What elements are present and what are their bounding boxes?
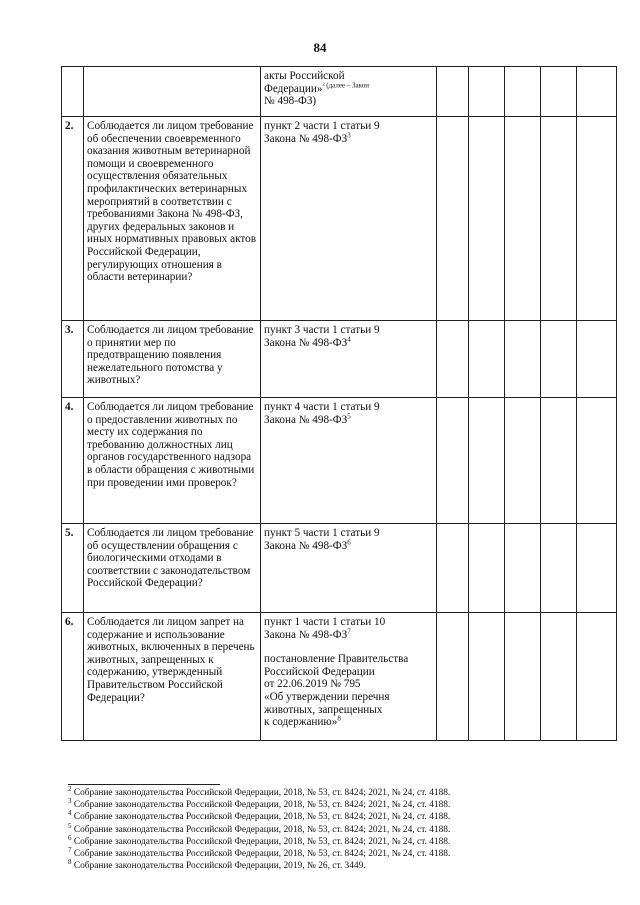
footnote: $^4$ Собрание законодательства Российской Федерации, 2018, № 53, ст. 8424; 2021, № 24, ст. 4188. [68, 809, 451, 823]
footnote-separator [68, 784, 220, 785]
reference-line: постановление Правительства [264, 653, 409, 666]
answer-cell-yes[interactable] [437, 321, 469, 398]
footnote-mark: 3 [347, 130, 351, 139]
table-row [62, 398, 617, 524]
legal-reference [261, 613, 437, 741]
reference-line: № 498-ФЗ) [264, 95, 317, 108]
answer-cell-na[interactable] [505, 321, 541, 398]
answer-cell-extra[interactable] [577, 117, 617, 321]
answer-cell-na[interactable] [505, 117, 541, 321]
reference-line: Закона № $498-ФЗ^3$ [264, 130, 351, 145]
reference-line: от 22.06.2019 № 795 [264, 678, 361, 691]
reference-line: пункт 5 части 1 статьи 9 [264, 527, 380, 539]
row-number: 4. [62, 398, 84, 524]
row-number [62, 67, 84, 117]
table-row [62, 117, 617, 321]
legal-reference [261, 117, 437, 321]
reference-line: пункт 2 части 1 статьи 9 [264, 120, 380, 132]
answer-cell-yes[interactable] [437, 524, 469, 613]
reference-line: акты Российской [264, 70, 345, 82]
answer-cell-na[interactable] [505, 524, 541, 613]
question-text: Соблюдается ли лицом требование об обеспечении своевременного оказания животным ветеринарной помощи и своевременного осуществления обязательных профилактических ветеринарных мероприятий в соответствии с требованиями Закона № 498-ФЗ, других федеральных законов и иных нормативных правовых актов Российской Федерации, регулирующих отношения в области ветеринарии? [84, 117, 261, 321]
legal-reference [261, 67, 437, 117]
reference-line: к содержанию»$^8$ [264, 714, 341, 729]
reference-line: пункт 3 части 1 статьи 9 [264, 324, 380, 336]
table-row [62, 67, 617, 117]
answer-cell-yes[interactable] [437, 117, 469, 321]
answer-cell-note[interactable] [541, 613, 577, 741]
row-number: 5. [62, 524, 84, 613]
table-row [62, 321, 617, 398]
reference-line: Федерации»$^{^2 (далее - Закон}$ [264, 80, 369, 95]
checklist-table [61, 66, 617, 741]
row-number: 6. [62, 613, 84, 741]
footnote-mark: 6 [347, 537, 351, 546]
row-number: 2. [62, 117, 84, 321]
footnotes [68, 784, 608, 872]
reference-line: пункт 1 части 1 статьи 10 [264, 616, 386, 628]
page-number: 84 [313, 40, 327, 55]
answer-cell-na[interactable] [505, 67, 541, 117]
reference-line: Российской Федерации [264, 665, 375, 678]
legal-reference [261, 321, 437, 398]
footnote: $^2$ Собрание законодательства Российской Федерации, 2018, № 53, ст. 8424; 2021, № 24, ст. 4188. [68, 784, 451, 798]
footnote-mark: 4 [347, 334, 351, 343]
question-text: Соблюдается ли лицом запрет на содержание и использование животных, включенных в перечень животных, запрещенных к содержанию, утвержденный Правительством Российской Федерации? [84, 613, 261, 741]
answer-cell-note[interactable] [541, 321, 577, 398]
answer-cell-no[interactable] [469, 67, 505, 117]
question-text [84, 67, 261, 117]
reference-line: «Об утверждении перечня [264, 690, 390, 703]
answer-cell-no[interactable] [469, 117, 505, 321]
table-row [62, 524, 617, 613]
legal-reference [261, 524, 437, 613]
answer-cell-extra[interactable] [577, 321, 617, 398]
footnote-mark: 7 [347, 626, 351, 635]
question-text: Соблюдается ли лицом требование о предоставлении животных по месту их содержания по требованию должностных лиц органов государственного надзора в области обращения с животными при проведении ими проверок? [84, 398, 261, 524]
reference-line: Закона № $498-ФЗ^6$ [264, 537, 351, 552]
reference-line: пункт 4 части 1 статьи 9 [264, 401, 380, 413]
answer-cell-yes[interactable] [437, 67, 469, 117]
answer-cell-note[interactable] [541, 398, 577, 524]
answer-cell-note[interactable] [541, 67, 577, 117]
reference-line: Закона № $498-ФЗ^5$ [264, 411, 351, 426]
reference-line: Закона № $498-ФЗ^4$ [264, 334, 351, 349]
row-number: 3. [62, 321, 84, 398]
footnote: $^8$ Собрание законодательства Российской Федерации, 2019, № 26, ст. 3449. [68, 858, 366, 872]
question-text: Соблюдается ли лицом требование об осуществлении обращения с биологическими отходами в соответствии с законодательством Российской Федерации? [84, 524, 261, 613]
answer-cell-extra[interactable] [577, 613, 617, 741]
table-row [62, 613, 617, 741]
footnote: $^3$ Собрание законодательства Российской Федерации, 2018, № 53, ст. 8424; 2021, № 24, ст. 4188. [68, 797, 451, 811]
answer-cell-yes[interactable] [437, 613, 469, 741]
answer-cell-yes[interactable] [437, 398, 469, 524]
footnote-mark: 5 [347, 411, 351, 420]
answer-cell-na[interactable] [505, 398, 541, 524]
reference-line: животных, запрещенных [264, 703, 383, 716]
question-text: Соблюдается ли лицом требование о принятии мер по предотвращению появления нежелательного потомства у животных? [84, 321, 261, 398]
answer-cell-extra[interactable] [577, 524, 617, 613]
answer-cell-no[interactable] [469, 613, 505, 741]
answer-cell-no[interactable] [469, 524, 505, 613]
reference-line: Закона № $498-ФЗ^7$ [264, 626, 351, 641]
answer-cell-extra[interactable] [577, 398, 617, 524]
footnote: $^6$ Собрание законодательства Российской Федерации, 2018, № 53, ст. 8424; 2021, № 24, ст. 4188. [68, 833, 451, 847]
answer-cell-note[interactable] [541, 117, 577, 321]
legal-reference [261, 398, 437, 524]
footnote-mark: 8 [337, 714, 341, 723]
answer-cell-extra[interactable] [577, 67, 617, 117]
answer-cell-note[interactable] [541, 524, 577, 613]
answer-cell-no[interactable] [469, 321, 505, 398]
answer-cell-no[interactable] [469, 398, 505, 524]
answer-cell-na[interactable] [505, 613, 541, 741]
footnote: $^7$ Собрание законодательства Российской Федерации, 2018, № 53, ст. 8424; 2021, № 24, ст. 4188. [68, 845, 451, 860]
footnote: $^5$ Собрание законодательства Российской Федерации, 2018, № 53, ст. 8424; 2021, № 24, ст. 4188. [68, 821, 451, 835]
